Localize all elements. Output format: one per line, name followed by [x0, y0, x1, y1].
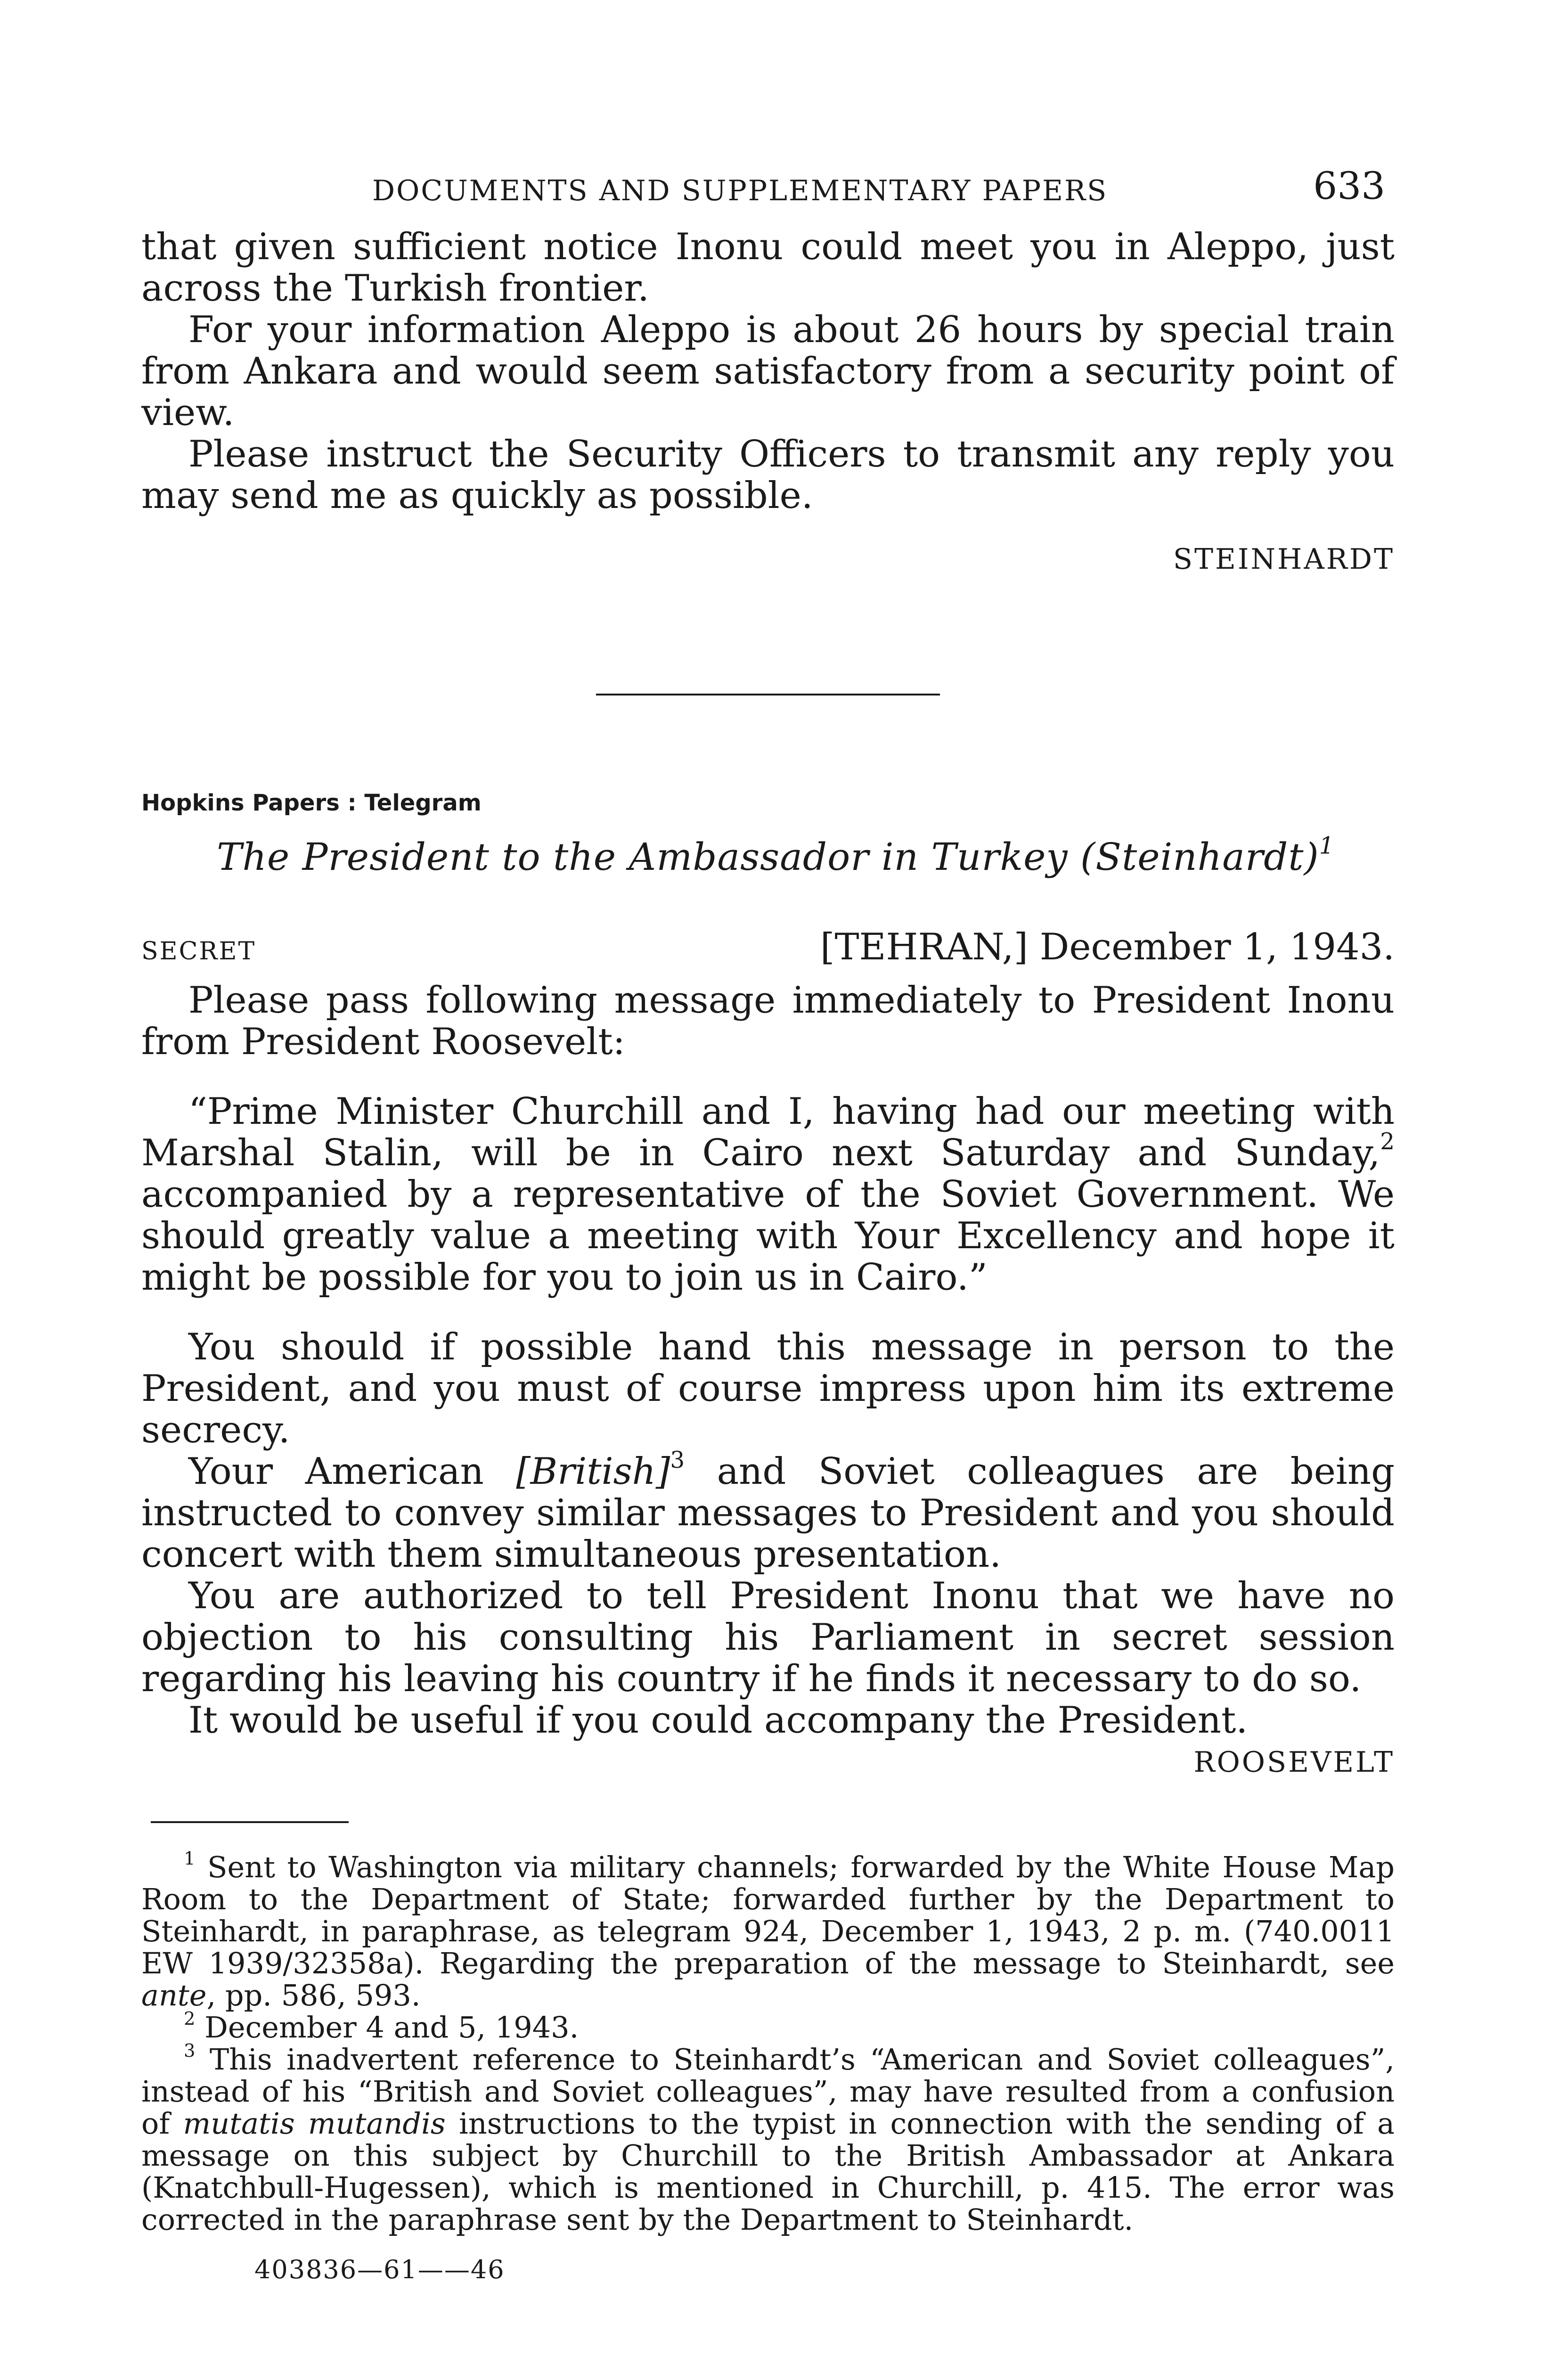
document-title-text: The President to the Ambassador in Turkey (Steinhardt)	[217, 835, 1319, 879]
paragraph-accompany: It would be useful if you could accompany the President.	[188, 1699, 1248, 1742]
paragraph-aleppo-info: For your information Aleppo is about 26 hours by special train from Ankara and would seem satisfactory from a security point of view.	[141, 309, 1395, 434]
footnote-ref-1: 1	[1319, 832, 1335, 859]
dateline	[141, 926, 1395, 968]
running-header	[141, 155, 1395, 207]
editorial-insert: [British]	[516, 1450, 670, 1493]
document-title	[217, 832, 1395, 879]
footnote-1-number: 1	[184, 1848, 196, 1870]
footnote-1-text-a: Sent to Washington via military channels; forwarded by the White House Map Room to the Department of State; forwarded further by the Department to Steinhardt, in paraphrase, as telegram 924, December 1, 1943, 2 p. m. (740.0011 EW 1939/32358a). Regarding the preparation of the message to Steinhardt, see	[141, 1850, 1395, 1980]
telegram-document	[141, 790, 1395, 1779]
footnotes	[141, 1848, 1395, 2237]
section-divider	[596, 694, 940, 695]
page-number: 633	[1313, 164, 1385, 208]
document-source: Hopkins Papers : Telegram	[141, 790, 482, 816]
quoted-message-part-2: accompanied by a representative of the Soviet Government. We should greatly value a meeting with Your Excellency and hope it might be possible for you to join us in Cairo.”	[141, 1173, 1395, 1299]
footnote-3-number: 3	[184, 2040, 196, 2062]
paragraph-colleagues	[141, 1447, 1395, 1576]
continued-telegram	[141, 226, 1395, 576]
signature-roosevelt: ROOSEVELT	[1193, 1746, 1395, 1779]
paragraph-continued: that given sufficient notice Inonu could meet you in Aleppo, just across the Turkish frontier.	[141, 226, 1395, 310]
quoted-message	[141, 1091, 1395, 1298]
footnote-2	[141, 2008, 1395, 2045]
document-page	[141, 155, 1395, 2284]
footnote-ref-2: 2	[1380, 1129, 1395, 1155]
footnote-3-text-b: instructions to the typist in connection with the sending of a message on this subject by Churchill to the British Ambassador at Ankara (Knatchbull-Hugessen), which is mentioned in Churchill, p. 415. The error was corrected in the paraphrase sent by the Department to Steinhardt.	[141, 2106, 1395, 2237]
signature-steinhardt: STEINHARDT	[1173, 543, 1395, 576]
footnote-1-ante: ante	[141, 1978, 207, 2012]
footnote-1-text-b: , pp. 586, 593.	[206, 1978, 421, 2012]
running-title: DOCUMENTS AND SUPPLEMENTARY PAPERS	[372, 174, 1108, 207]
classification-label: SECRET	[141, 937, 256, 965]
footnote-ref-3: 3	[670, 1447, 685, 1474]
footnote-2-text: December 4 and 5, 1943.	[204, 2010, 579, 2045]
date-place: [TEHRAN,] December 1, 1943.	[820, 926, 1395, 968]
paragraph-hand-message: You should if possible hand this message in person to the President, and you must of course impress upon him its extreme secrecy.	[141, 1326, 1395, 1451]
colleagues-part-2: and Soviet colleagues are being instructed to convey similar messages to President and you should concert with them simultaneous presentation.	[141, 1450, 1395, 1576]
paragraph-security-officers: Please instruct the Security Officers to transmit any reply you may send me as quickly as possible.	[141, 433, 1395, 517]
colleagues-part-1: Your American	[188, 1450, 516, 1493]
footnote-2-number: 2	[184, 2008, 196, 2030]
footnote-1	[141, 1848, 1395, 2012]
paragraph-instruction: Please pass following message immediately to President Inonu from President Roosevelt:	[141, 979, 1395, 1063]
footnote-3	[141, 2040, 1395, 2237]
paragraph-parliament: You are authorized to tell President Inonu that we have no objection to his consulting his Parliament in secret session regarding his leaving his country if he finds it necessary to do so.	[141, 1575, 1395, 1700]
print-code: 403836—61——46	[254, 2255, 505, 2284]
footnote-divider	[151, 1821, 349, 1823]
footnote-3-text-a: This inadvertent reference to Steinhardt’s “American and Soviet colleagues”, instead of his “British and Soviet colleagues”, may have resulted from a confusion of	[141, 2042, 1395, 2141]
footnote-3-italic: mutatis mutandis	[183, 2106, 446, 2141]
quoted-message-part-1: “Prime Minister Churchill and I, having had our meeting with Marshal Stalin, will be in Cairo next Saturday and Sunday,	[141, 1090, 1395, 1174]
